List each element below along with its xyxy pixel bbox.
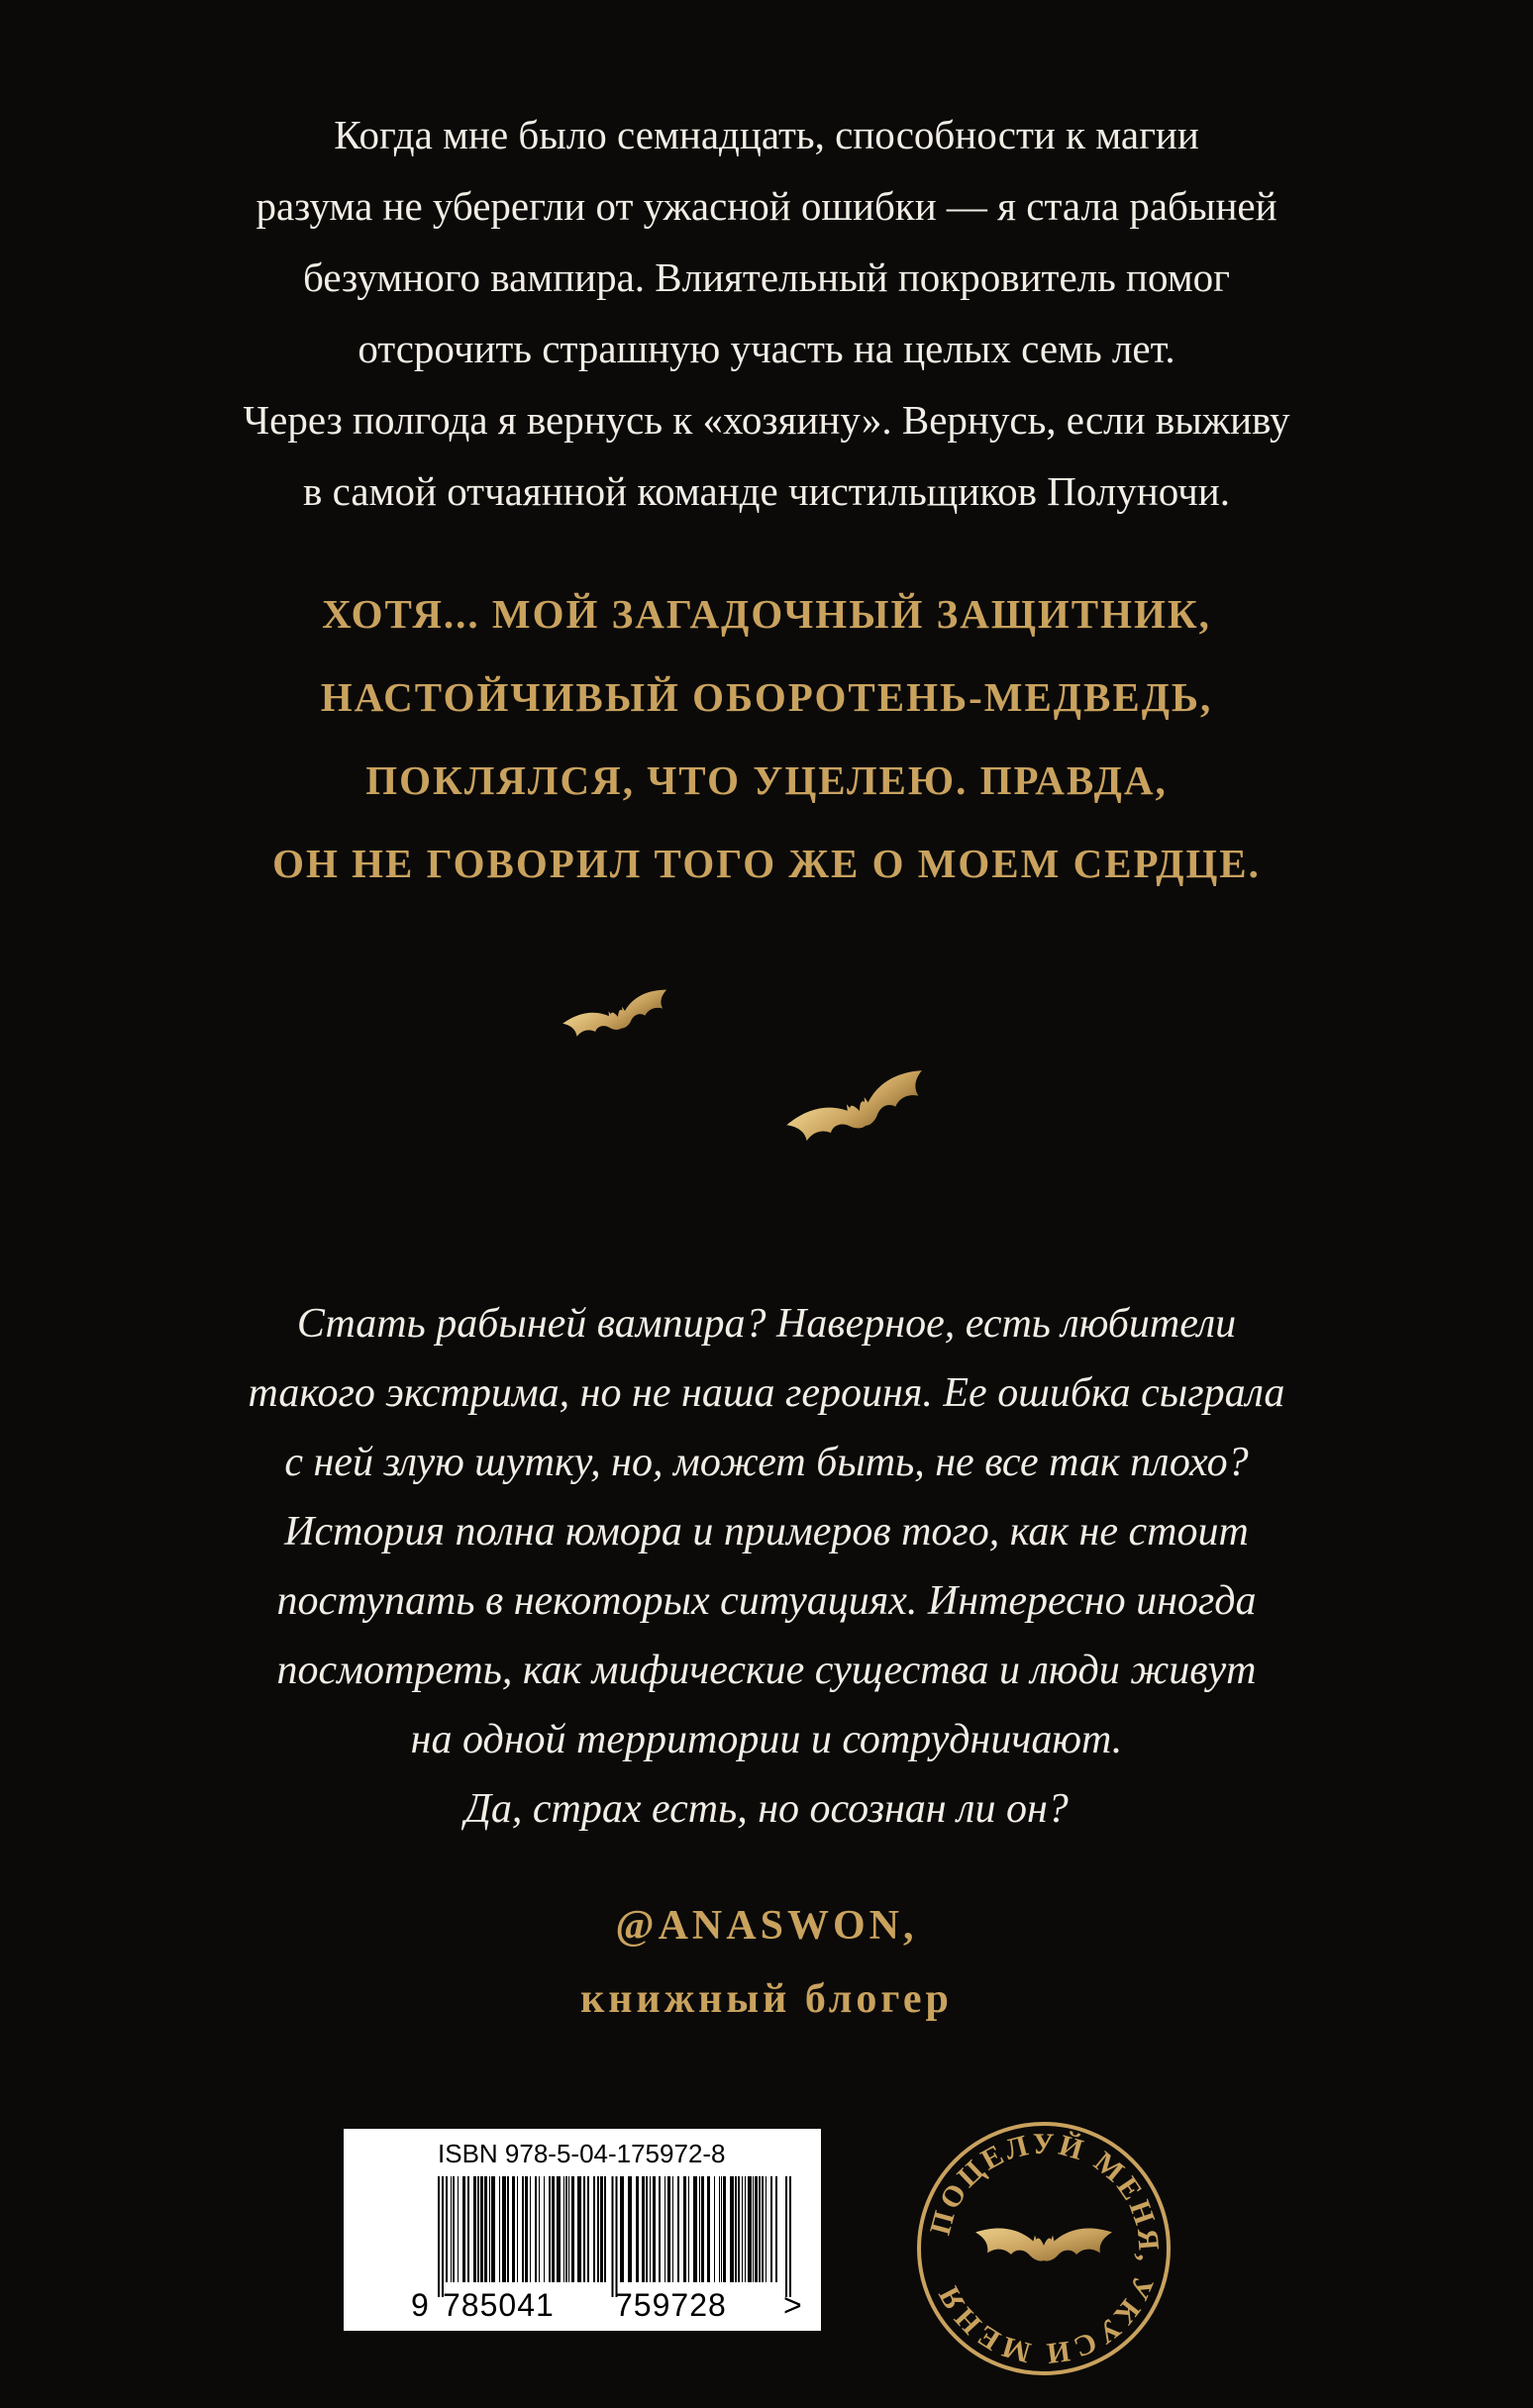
barcode-bar: [446, 2176, 448, 2282]
isbn-barcode: [344, 2129, 821, 2331]
review-line: на одной территории и сотрудничают.: [410, 1717, 1123, 1762]
reviewer-name: @ANASWON,: [615, 1903, 918, 1949]
barcode-digits-left: 785041: [443, 2287, 555, 2323]
barcode-bar: [785, 2176, 787, 2297]
barcode-bar: [593, 2176, 595, 2282]
review-line: поступать в некоторых ситуациях. Интересно иногда: [276, 1578, 1257, 1624]
barcode-bar: [636, 2176, 639, 2282]
bat-icon: [562, 987, 673, 1046]
barcode-bar: [770, 2176, 772, 2282]
review-line: Стать рабыней вампира? Наверное, есть любители: [296, 1301, 1237, 1347]
barcode-bar: [753, 2176, 754, 2282]
barcode-bar: [653, 2176, 656, 2282]
barcode-bar: [650, 2176, 651, 2282]
isbn-label: ISBN 978-5-04-175972-8: [438, 2139, 726, 2168]
barcode-bar: [458, 2176, 459, 2282]
barcode-bar: [628, 2176, 632, 2282]
barcode-bar: [604, 2176, 606, 2282]
barcode-bar: [600, 2176, 603, 2282]
barcode-bar: [502, 2176, 506, 2282]
barcode-bar: [530, 2176, 531, 2282]
barcode-bar: [539, 2176, 540, 2282]
reviewer-role: книжный блогер: [580, 1976, 953, 2022]
tagline-line: ПОКЛЯЛСЯ, ЧТО УЦЕЛЕЮ. ПРАВДА,: [365, 757, 1168, 803]
barcode-bar: [688, 2176, 689, 2282]
tagline-line: ХОТЯ... МОЙ ЗАГАДОЧНЫЙ ЗАЩИТНИК,: [322, 591, 1211, 637]
barcode-bar: [701, 2176, 704, 2282]
intro-line: Через полгода я вернусь к «хозяину». Вернусь, если выживу: [243, 397, 1290, 443]
intro-line: в самой отчаянной команде чистильщиков Полуночи.: [303, 468, 1230, 514]
barcode-bar: [499, 2176, 500, 2282]
barcode-bar: [484, 2176, 487, 2282]
bat-icon: [975, 2228, 1112, 2260]
barcode-bar: [755, 2176, 758, 2282]
barcode-bar: [642, 2176, 645, 2282]
intro-line: отсрочить страшную участь на целых семь лет.: [358, 326, 1175, 371]
barcode-arrow: >: [783, 2287, 803, 2323]
barcode-bar: [693, 2176, 697, 2282]
barcode-bar: [438, 2176, 440, 2297]
barcode-bar: [535, 2176, 537, 2282]
intro-line: разума не уберегли от ужасной ошибки — я стала рабыней: [256, 183, 1278, 229]
series-seal: [914, 2119, 1174, 2378]
review-line: посмотреть, как мифические существа и люди живут: [276, 1648, 1257, 1693]
barcode-bar: [612, 2176, 614, 2297]
barcode-bar: [565, 2176, 567, 2282]
barcode-bar: [583, 2176, 585, 2282]
barcode-bar: [453, 2176, 455, 2282]
barcode-bar: [683, 2176, 686, 2282]
barcode-bar: [577, 2176, 581, 2282]
barcode-bar: [549, 2176, 551, 2282]
barcode-bar: [563, 2176, 564, 2282]
tagline-line: ОН НЕ ГОВОРИЛ ТОГО ЖЕ О МОЕМ СЕРДЦЕ.: [272, 841, 1261, 886]
barcode-bar: [714, 2176, 715, 2282]
barcode-bar: [507, 2176, 509, 2282]
barcode-bar: [544, 2176, 545, 2282]
barcode-bar: [451, 2176, 452, 2282]
barcode-bar: [672, 2176, 673, 2282]
barcode-bar: [616, 2176, 618, 2297]
barcode-bar: [735, 2176, 737, 2282]
bat-icon: [785, 1066, 934, 1154]
barcode-bar: [748, 2176, 752, 2282]
barcode-bar: [707, 2176, 710, 2282]
barcode-bar: [646, 2176, 648, 2282]
barcode-bar: [742, 2176, 743, 2282]
barcode-bar: [512, 2176, 515, 2282]
barcode-digit-first: 9: [411, 2287, 430, 2323]
barcode-bar: [775, 2176, 777, 2282]
review-line: такого экстрима, но не наша героиня. Ее ошибка сыграла: [248, 1370, 1285, 1416]
barcode-bar: [517, 2176, 518, 2282]
review-line: с ней злую шутку, но, может быть, не все так плохо?: [284, 1440, 1249, 1485]
barcode-bar: [442, 2176, 444, 2297]
barcode-bar: [480, 2176, 483, 2282]
barcode-bar: [762, 2176, 764, 2282]
barcode-bar: [462, 2176, 465, 2282]
barcode-bar: [467, 2176, 469, 2282]
barcode-bar: [587, 2176, 589, 2282]
barcode-bar: [557, 2176, 561, 2282]
barcode-bar: [477, 2176, 479, 2282]
barcode-bar: [659, 2176, 661, 2282]
barcode-bar: [745, 2176, 746, 2282]
barcode-bar: [738, 2176, 740, 2282]
barcode-bar: [667, 2176, 670, 2282]
tagline-line: НАСТОЙЧИВЫЙ ОБОРОТЕНЬ-МЕДВЕДЬ,: [320, 674, 1213, 720]
barcode-digits-right: 759728: [615, 2287, 727, 2323]
seal-text: ПОЦЕЛУЙ МЕНЯ, УКУСИ МЕНЯ: [923, 2127, 1166, 2370]
barcode-bar: [721, 2176, 722, 2282]
barcode-bar: [473, 2176, 476, 2282]
barcode-bar: [571, 2176, 574, 2282]
barcode-bar: [597, 2176, 599, 2282]
review-line: История полна юмора и примеров того, как не стоит: [284, 1509, 1249, 1555]
barcode-bar: [730, 2176, 734, 2282]
barcode-bar: [759, 2176, 761, 2282]
review-paragraph: [0, 1289, 1533, 1844]
intro-line: Когда мне было семнадцать, способности к магии: [334, 112, 1199, 157]
barcode-bar: [525, 2176, 528, 2282]
barcode-bar: [552, 2176, 555, 2282]
barcode-bar: [719, 2176, 720, 2282]
barcode-bar: [489, 2176, 490, 2282]
intro-line: безумного вампира. Влиятельный покровитель помог: [303, 254, 1230, 300]
barcode-bar: [723, 2176, 726, 2282]
barcode-bar: [664, 2176, 665, 2282]
barcode-bar: [699, 2176, 700, 2282]
barcode-bar: [491, 2176, 495, 2282]
barcode-bar: [789, 2176, 791, 2297]
barcode-bar: [620, 2176, 624, 2282]
barcode-bar: [677, 2176, 679, 2282]
barcode-bar: [568, 2176, 569, 2282]
barcode-bar: [522, 2176, 524, 2282]
review-line: Да, страх есть, но осознан ли он?: [464, 1786, 1069, 1832]
reviewer-attribution: [0, 1889, 1533, 2036]
